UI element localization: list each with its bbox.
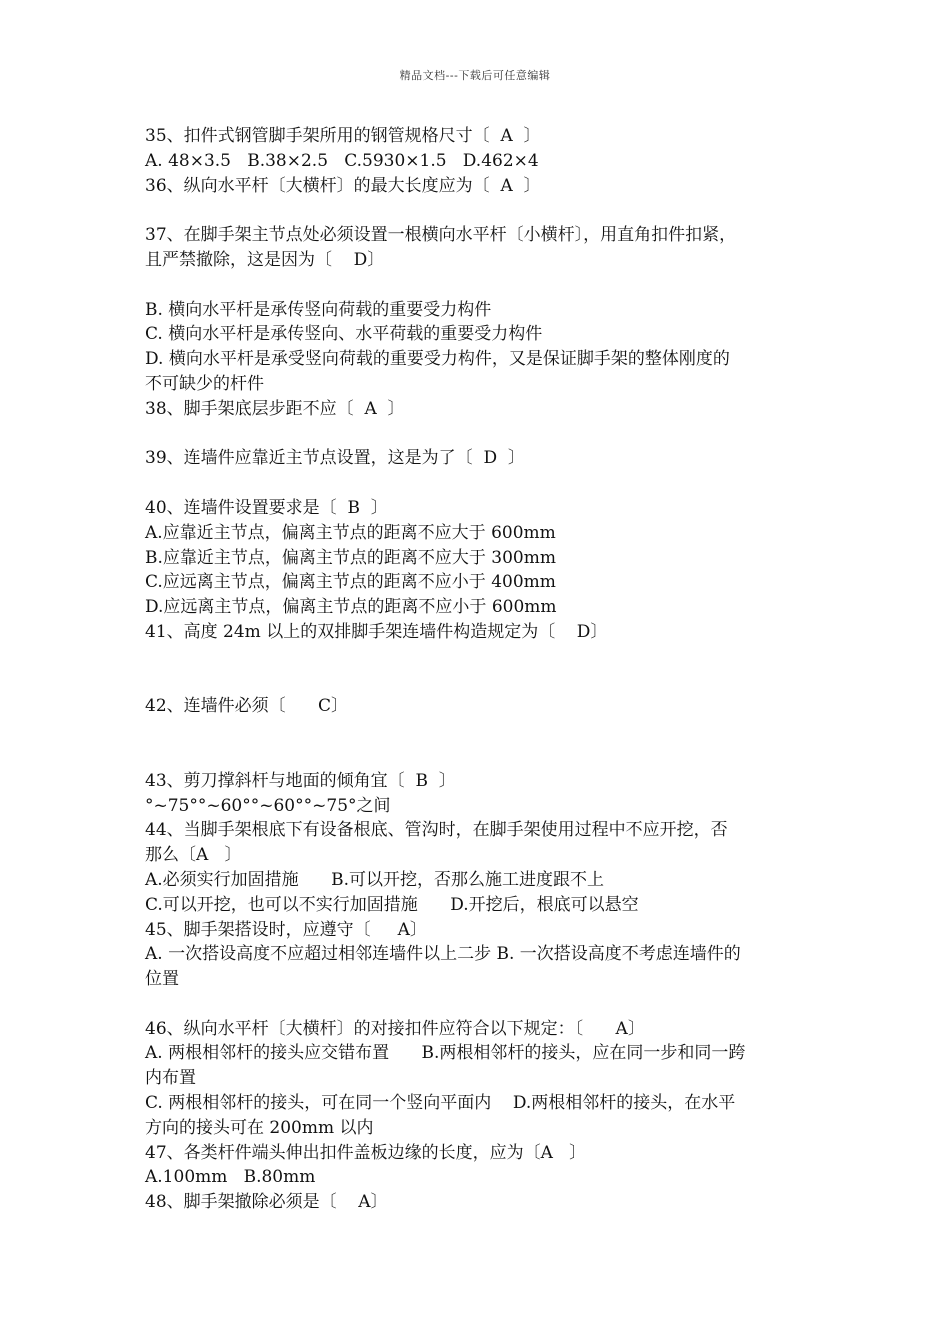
question-45-options: A. 一次搭设高度不应超过相邻连墙件以上二步 B. 一次搭设高度不考虑连墙件的 <box>145 944 741 965</box>
question-40-option-a: A.应靠近主节点，偏离主节点的距离不应大于 600mm <box>145 522 556 543</box>
question-40-option-d: D.应远离主节点，偏离主节点的距离不应小于 600mm <box>145 597 557 618</box>
spacer <box>145 992 817 1017</box>
question-46: 46、纵向水平杆〔大横杆〕的对接扣件应符合以下规定：〔 A〕 <box>145 1018 645 1039</box>
spacer <box>145 471 817 496</box>
spacer <box>145 645 817 695</box>
question-42: 42、连墙件必须〔 C〕 <box>145 696 349 717</box>
question-45-options-cont: 位置 <box>145 969 179 990</box>
question-46-options-cd-cont: 方向的接头可在 200mm 以内 <box>145 1117 374 1138</box>
question-35: 35、扣件式钢管脚手架所用的钢管规格尺寸〔 A 〕 <box>145 126 541 146</box>
question-47-options: A.100mm B.80mm <box>145 1167 316 1188</box>
question-39: 39、连墙件应靠近主节点设置，这是为了〔 D 〕 <box>145 448 525 469</box>
question-46-options-ab: A. 两根相邻杆的接头应交错布置 B.两根相邻杆的接头，应在同一步和同一跨 <box>145 1043 746 1064</box>
question-43: 43、剪刀撑斜杆与地面的倾角宜〔 B 〕 <box>145 770 456 791</box>
question-44-options-cd: C.可以开挖，也可以不实行加固措施 D.开挖后，根底可以悬空 <box>145 894 639 915</box>
question-46-options-ab-cont: 内布置 <box>145 1068 196 1089</box>
question-37-cont: 且严禁撤除，这是因为〔 D〕 <box>145 249 385 270</box>
question-37-option-b: B. 横向水平杆是承传竖向荷载的重要受力构件 <box>145 299 492 320</box>
question-41: 41、高度 24m 以上的双排脚手架连墙件构造规定为〔 D〕 <box>145 621 608 642</box>
question-37-option-d: D. 横向水平杆是承受竖向荷载的重要受力构件，又是保证脚手架的整体刚度的 <box>145 349 730 370</box>
question-37: 37、在脚手架主节点处必须设置一根横向水平杆〔小横杆〕，用直角扣件扣紧， <box>145 225 737 246</box>
question-40-option-c: C.应远离主节点，偏离主节点的距离不应小于 400mm <box>145 572 556 593</box>
question-40: 40、连墙件设置要求是〔 B 〕 <box>145 497 388 518</box>
question-44-cont: 那么〔A 〕 <box>145 845 242 866</box>
question-40-option-b: B.应靠近主节点，偏离主节点的距离不应大于 300mm <box>145 547 556 568</box>
question-38: 38、脚手架底层步距不应〔 A 〕 <box>145 398 405 419</box>
question-46-options-cd: C. 两根相邻杆的接头，可在同一个竖向平面内 D.两根相邻杆的接头，在水平 <box>145 1093 736 1114</box>
spacer <box>145 719 817 769</box>
question-44: 44、当脚手架根底下有设备根底、管沟时，在脚手架使用过程中不应开挖，否 <box>145 820 728 841</box>
question-43-options: °~75°°~60°°~60°°~75°之间 <box>145 795 391 816</box>
page-header: 精品文档---下载后可任意编辑 <box>399 69 551 82</box>
question-35-options: A. 48×3.5 B.38×2.5 C.5930×1.5 D.462×4 <box>145 150 539 171</box>
document-body <box>145 124 817 1215</box>
question-47: 47、各类杆件端头伸出扣件盖板边缘的长度，应为〔A 〕 <box>145 1142 587 1163</box>
question-37-option-c: C. 横向水平杆是承传竖向、水平荷载的重要受力构件 <box>145 324 543 345</box>
question-45: 45、脚手架搭设时，应遵守〔 A〕 <box>145 919 427 940</box>
spacer <box>145 422 817 447</box>
question-37-option-d-cont: 不可缺少的杆件 <box>145 373 264 394</box>
question-44-options-ab: A.必须实行加固措施 B.可以开挖，否那么施工进度跟不上 <box>145 869 604 890</box>
question-48: 48、脚手架撤除必须是〔 A〕 <box>145 1192 388 1213</box>
spacer <box>145 198 817 223</box>
spacer <box>145 273 817 298</box>
question-36: 36、纵向水平杆〔大横杆〕的最大长度应为〔 A 〕 <box>145 175 541 196</box>
